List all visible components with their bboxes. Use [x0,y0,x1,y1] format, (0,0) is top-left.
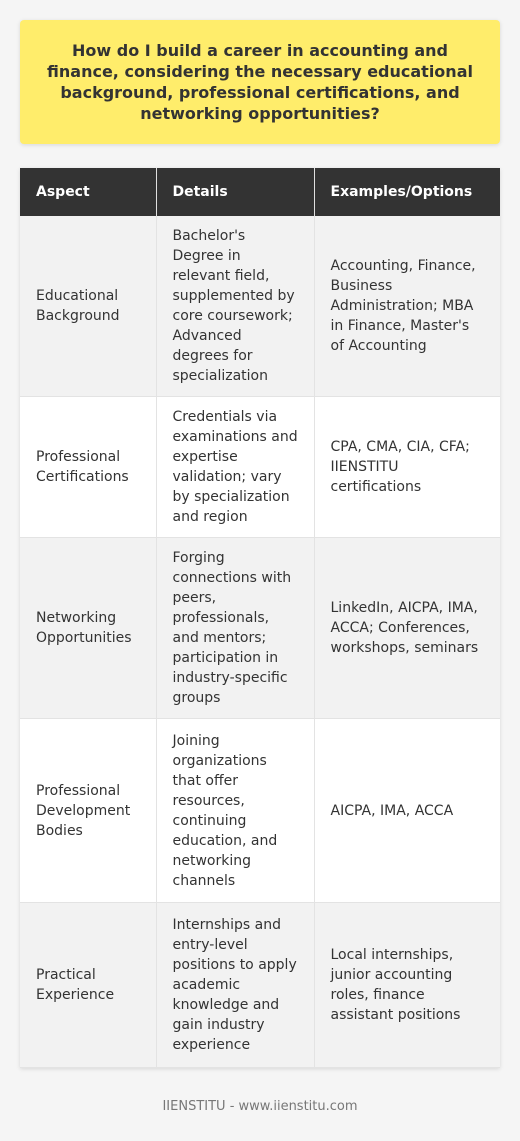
cell-aspect: Professional Development Bodies [20,719,156,903]
cell-examples: AICPA, IMA, ACCA [314,719,500,903]
header-aspect: Aspect [20,168,156,216]
table-row [20,397,500,538]
table-header-row [20,168,500,216]
cell-details: Forging connections with peers, professionals, and mentors; participation in industry-specific groups [156,538,314,719]
cell-aspect: Networking Opportunities [20,538,156,719]
table-row [20,719,500,903]
title-banner [20,20,500,144]
cell-details: Bachelor's Degree in relevant field, supplemented by core coursework; Advanced degrees for specialization [156,216,314,397]
header-examples: Examples/Options [314,168,500,216]
cell-examples: Local internships, junior accounting roles, finance assistant positions [314,903,500,1068]
cell-aspect: Professional Certifications [20,397,156,538]
page-title: How do I build a career in accounting and finance, considering the necessary educational background, professional certifications, and networking opportunities? [47,41,473,123]
table-row [20,538,500,719]
cell-details: Joining organizations that offer resources, continuing education, and networking channels [156,719,314,903]
cell-details: Credentials via examinations and expertise validation; vary by specialization and region [156,397,314,538]
cell-aspect: Educational Background [20,216,156,397]
table-row [20,216,500,397]
career-table [20,168,500,1068]
cell-details: Internships and entry-level positions to apply academic knowledge and gain industry experience [156,903,314,1068]
cell-examples: Accounting, Finance, Business Administration; MBA in Finance, Master's of Accounting [314,216,500,397]
cell-aspect: Practical Experience [20,903,156,1068]
cell-examples: CPA, CMA, CIA, CFA; IIENSTITU certifications [314,397,500,538]
cell-examples: LinkedIn, AICPA, IMA, ACCA; Conferences, workshops, seminars [314,538,500,719]
table-row [20,903,500,1068]
footer-credit: IIENSTITU - www.iienstitu.com [162,1099,358,1114]
header-details: Details [156,168,314,216]
